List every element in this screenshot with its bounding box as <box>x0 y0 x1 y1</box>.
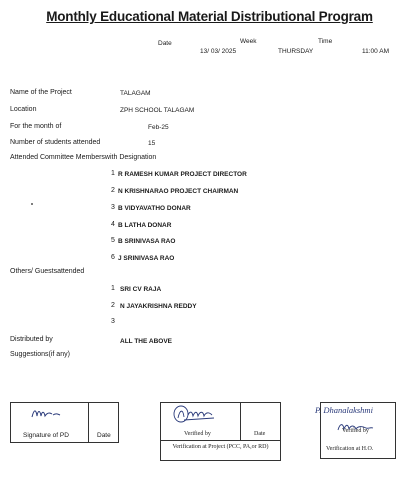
guests-label: Others/ Guestsattended <box>10 268 85 275</box>
committee-member: N KRISHNARAO PROJECT CHAIRMAN <box>118 188 239 195</box>
pd-box-divider <box>88 402 89 443</box>
guest-num: 3 <box>111 318 115 325</box>
project-value: TALAGAM <box>120 90 151 97</box>
stray-mark <box>31 203 33 205</box>
committee-num: 4 <box>111 221 115 228</box>
time-value: 11:00 AM <box>362 48 389 55</box>
committee-num: 2 <box>111 187 115 194</box>
distributed-value: ALL THE ABOVE <box>120 338 173 345</box>
verifier-signature-icon <box>170 403 220 425</box>
committee-member: B LATHA DONAR <box>118 222 172 229</box>
project-box-vline <box>240 402 241 440</box>
week-header-label: Week <box>240 38 257 45</box>
verified-by-label: Verified by <box>184 431 211 437</box>
distributed-label: Distributed by <box>10 336 53 343</box>
committee-label: Attended Committee Memberswith Designation <box>10 154 157 161</box>
committee-num: 1 <box>111 170 115 177</box>
students-value: 15 <box>148 140 156 147</box>
date-value: 13/ 03/ 2025 <box>200 48 237 55</box>
guest-name: SRI CV RAJA <box>120 286 162 293</box>
committee-num: 3 <box>111 204 115 211</box>
pd-signature-label: Signature of PD <box>23 432 69 439</box>
guest-num: 2 <box>111 302 115 309</box>
committee-member: B SRINIVASA RAO <box>118 238 176 245</box>
month-value: Feb-25 <box>148 124 169 131</box>
guest-name: N JAYAKRISHNA REDDY <box>120 303 197 310</box>
ho-handwritten-name: P. Dhanalakshmi <box>315 405 373 415</box>
time-header-label: Time <box>318 38 333 45</box>
location-label: Location <box>10 106 37 113</box>
suggestions-label: Suggestions(if any) <box>10 351 70 358</box>
committee-member: R RAMESH KUMAR PROJECT DIRECTOR <box>118 171 247 178</box>
committee-num: 6 <box>111 254 115 261</box>
ho-verification-label: Verification at H.O. <box>326 446 374 452</box>
pd-date-label: Date <box>97 432 111 439</box>
verified-date-label: Date <box>254 431 266 437</box>
project-label: Name of the Project <box>10 89 72 96</box>
project-box-hline <box>160 440 281 441</box>
committee-member: J SRINIVASA RAO <box>118 255 175 262</box>
ho-verified-by-label: Verified by <box>342 428 369 434</box>
week-value: THURSDAY <box>278 48 314 55</box>
month-label: For the month of <box>10 123 62 130</box>
date-header-label: Date <box>158 40 172 47</box>
guest-num: 1 <box>111 285 115 292</box>
committee-num: 5 <box>111 237 115 244</box>
students-label: Number of students attended <box>10 139 101 146</box>
document-title: Monthly Educational Material Distributional Program <box>46 9 373 24</box>
project-verification-label: Verification at Project (PCC, PA,or RD) <box>172 444 269 450</box>
location-value: ZPH SCHOOL TALAGAM <box>120 107 195 114</box>
committee-member: B VIDYAVATHO DONAR <box>118 205 191 212</box>
pd-signature-icon <box>30 405 70 421</box>
